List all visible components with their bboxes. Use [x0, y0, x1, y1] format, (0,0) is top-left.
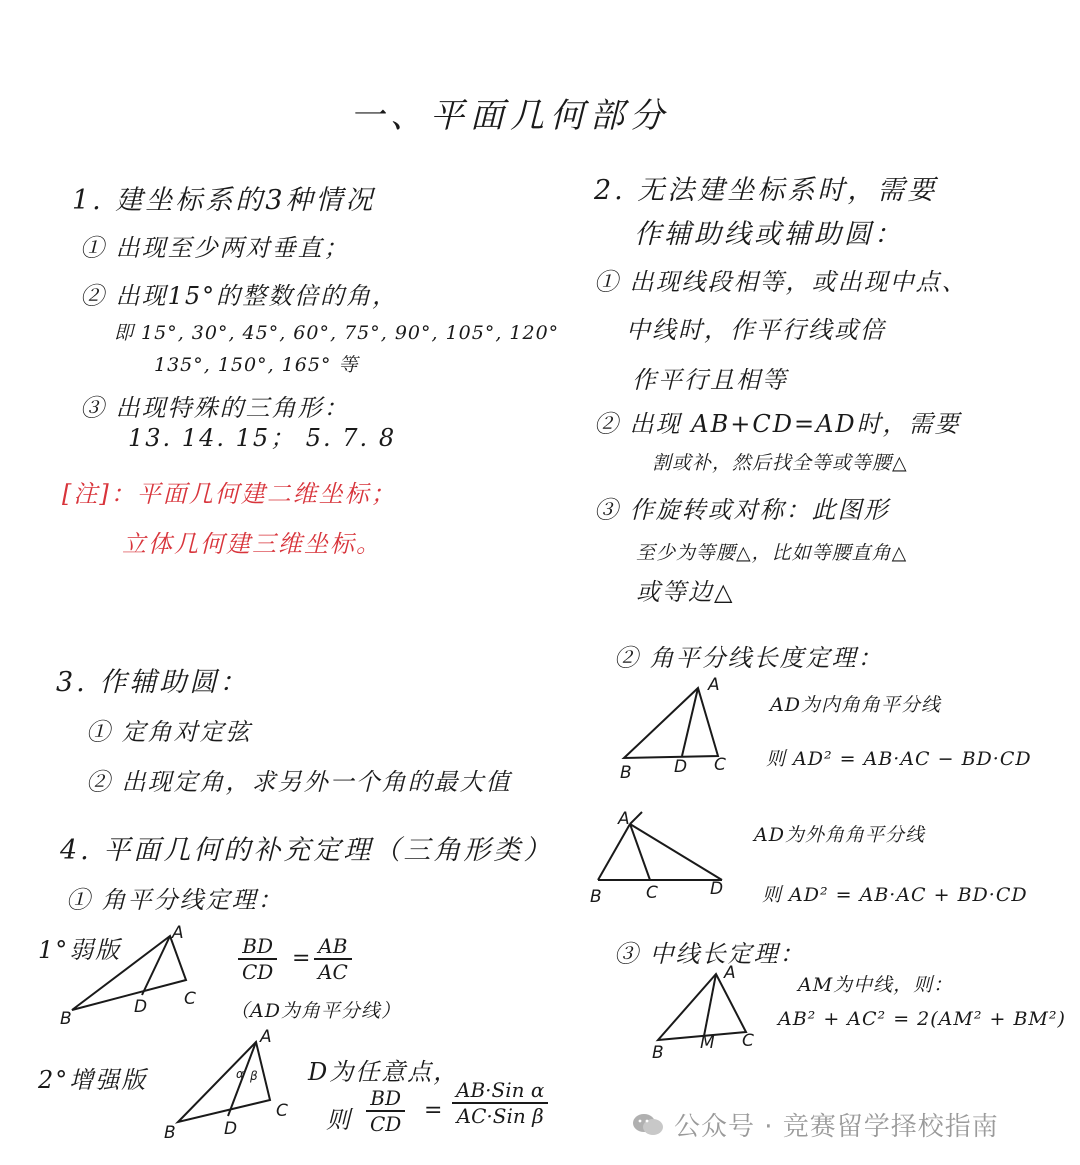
wechat-icon: [632, 1112, 664, 1138]
section-1-heading: 1. 建坐标系的3种情况: [72, 185, 376, 216]
inner-bisector-formula: 则 AD² = AB·AC − BD·CD: [766, 748, 1032, 770]
strong-frac2-den: AC·Sin β: [456, 1104, 544, 1128]
weak-version-label: 1°弱版: [38, 936, 122, 964]
weak-label-a: A: [172, 923, 184, 943]
note-line-1: [注]：平面几何建二维坐标；: [62, 480, 397, 508]
weak-frac2-den: AC: [318, 960, 348, 984]
section-2-item-2b: 割或补，然后找全等或等腰△: [652, 452, 908, 474]
note-line-2: 立体几何建三维坐标。: [122, 530, 382, 558]
median-formula: AB² + AC² = 2(AM² + BM²): [778, 1008, 1066, 1030]
outer-bisector-note: AD为外角角平分线: [754, 824, 925, 846]
strong-frac-num: BD: [366, 1086, 405, 1112]
section-1-item-1: ① 出现至少两对垂直；: [80, 234, 350, 262]
strong-label-alpha: α: [236, 1067, 244, 1081]
section-3-item-2: ② 出现定角，求另外一个角的最大值: [86, 768, 512, 796]
strong-label-c: C: [276, 1101, 288, 1121]
strong-triangle-figure: [160, 1027, 300, 1145]
section-2-heading-line-2: 作辅助线或辅助圆：: [634, 219, 904, 250]
inner-label-d: D: [674, 757, 688, 777]
section-3-heading: 3. 作辅助圆：: [56, 667, 250, 698]
weak-label-b: B: [60, 1009, 72, 1029]
median-label-a: A: [724, 963, 736, 983]
outer-label-a: A: [618, 809, 630, 829]
section-1-angles-line-1: 即 15°, 30°, 45°, 60°, 75°, 90°, 105°, 120°: [114, 322, 560, 344]
median-label-b: B: [652, 1043, 664, 1063]
page-title: 一、平面几何部分: [350, 96, 670, 136]
inner-label-b: B: [620, 763, 632, 783]
median-note: AM为中线，则：: [798, 974, 954, 996]
section-2-item-1c: 作平行且相等: [632, 366, 788, 394]
strong-fraction-right: [452, 1078, 548, 1128]
strong-fraction-left: [366, 1086, 405, 1136]
section-2-item-1b: 中线时，作平行线或倍: [626, 316, 886, 344]
strong-label-d: D: [224, 1119, 238, 1139]
outer-label-c: C: [646, 883, 658, 903]
weak-label-c: C: [184, 989, 196, 1009]
weak-fraction-left: [238, 934, 277, 984]
weak-frac-num: BD: [238, 934, 277, 960]
section-4-heading: 4. 平面几何的补充定理（三角形类）: [60, 835, 554, 866]
median-length-heading: ③ 中线长定理：: [614, 940, 806, 968]
watermark-text: 公众号 · 竞赛留学择校指南: [674, 1112, 999, 1142]
section-1-special-triangles: 13. 14. 15； 5. 7. 8: [128, 424, 397, 452]
section-2-heading-line-1: 2. 无法建坐标系时，需要: [594, 175, 938, 206]
median-figure: [646, 962, 766, 1062]
bisector-length-heading: ② 角平分线长度定理：: [614, 644, 884, 672]
inner-bisector-note: AD为内角角平分线: [770, 694, 941, 716]
strong-frac2-num: AB·Sin α: [452, 1078, 548, 1104]
median-label-m: M: [700, 1033, 715, 1053]
section-1-angles-line-2: 135°, 150°, 165° 等: [154, 354, 359, 376]
strong-equals: =: [424, 1098, 443, 1123]
weak-fraction-right: [314, 934, 352, 984]
strong-label-beta: β: [250, 1069, 258, 1083]
weak-triangle-figure: [60, 920, 220, 1030]
weak-note: （AD为角平分线）: [230, 1000, 401, 1022]
outer-label-b: B: [590, 887, 602, 907]
outer-bisector-figure: [590, 810, 740, 910]
outer-label-d: D: [710, 879, 724, 899]
outer-bisector-formula: 则 AD² = AB·AC + BD·CD: [762, 884, 1028, 906]
watermark: [632, 1106, 999, 1143]
strong-label-b: B: [164, 1123, 176, 1143]
strong-label-a: A: [260, 1027, 272, 1047]
section-2-item-2: ② 出现 AB+CD=AD时，需要: [594, 410, 961, 438]
section-4-subheading: ① 角平分线定理：: [66, 886, 284, 914]
strong-then: 则: [326, 1106, 352, 1134]
weak-label-d: D: [134, 997, 148, 1017]
strong-d-note: D为任意点，: [308, 1058, 460, 1086]
strong-version-label: 2°增强版: [38, 1066, 148, 1094]
section-2-item-1: ① 出现线段相等，或出现中点、: [594, 268, 968, 296]
inner-label-c: C: [714, 755, 726, 775]
weak-frac2-num: AB: [314, 934, 352, 960]
section-3-item-1: ① 定角对定弦: [86, 718, 252, 746]
weak-frac-den: CD: [242, 960, 274, 984]
section-1-item-2: ② 出现15°的整数倍的角，: [80, 282, 399, 310]
section-2-item-3c: 或等边△: [636, 578, 735, 606]
section-2-item-3b: 至少为等腰△，比如等腰直角△: [636, 542, 908, 564]
inner-label-a: A: [708, 675, 720, 695]
weak-equals: =: [292, 946, 311, 971]
median-label-c: C: [742, 1031, 754, 1051]
strong-frac-den: CD: [370, 1112, 402, 1136]
section-1-item-3: ③ 出现特殊的三角形：: [80, 394, 350, 422]
inner-bisector-figure: [612, 676, 762, 786]
section-2-item-3: ③ 作旋转或对称：此图形: [594, 496, 890, 524]
